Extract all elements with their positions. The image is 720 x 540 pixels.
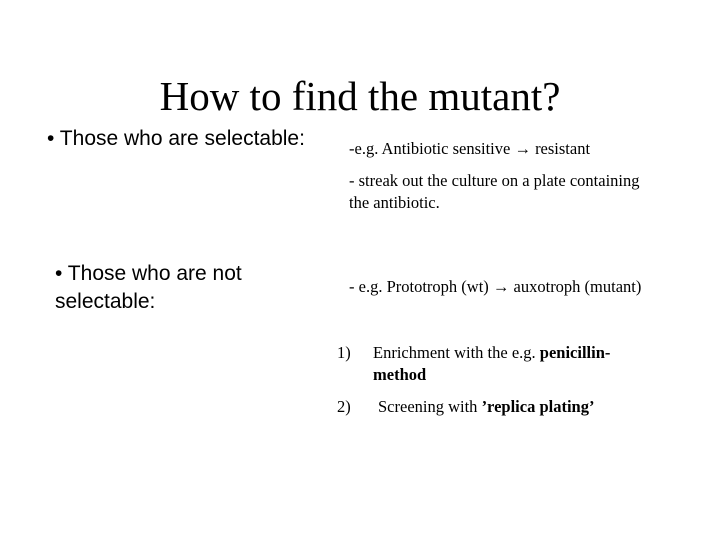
- bullet-not-selectable-line1: • Those who are not: [55, 262, 242, 285]
- right-arrow-icon: →: [492, 277, 510, 296]
- item-2-number: 2): [337, 397, 351, 416]
- slide-title: How to find the mutant?: [159, 73, 561, 119]
- selectable-method-line2: the antibiotic.: [349, 193, 440, 212]
- not-selectable-example: [349, 277, 641, 297]
- not-selectable-example-suffix: auxotroph (mutant): [513, 277, 642, 296]
- item-1-text-bold: penicillin-: [539, 343, 611, 362]
- item-2-text: [378, 397, 594, 417]
- selectable-example-prefix: -e.g. Antibiotic sensitive: [349, 139, 511, 158]
- item-1-text-bold-line2: method: [373, 365, 427, 384]
- selectable-method-line1: - streak out the culture on a plate containing: [349, 171, 640, 190]
- item-2-text-plain: Screening with: [378, 397, 478, 416]
- right-arrow-icon: →: [514, 139, 531, 158]
- item-2-text-bold: ’replica plating’: [481, 397, 595, 416]
- selectable-example: [349, 139, 590, 159]
- item-1-number: 1): [337, 343, 351, 362]
- bullet-not-selectable-line2: selectable:: [55, 290, 156, 313]
- selectable-example-suffix: resistant: [535, 139, 591, 158]
- bullet-selectable: • Those who are selectable:: [47, 127, 305, 150]
- not-selectable-example-prefix: - e.g. Prototroph (wt): [349, 277, 489, 296]
- item-1-text: [373, 343, 610, 363]
- item-1-text-line2: [373, 365, 426, 385]
- item-1-text-plain: Enrichment with the e.g.: [373, 343, 536, 362]
